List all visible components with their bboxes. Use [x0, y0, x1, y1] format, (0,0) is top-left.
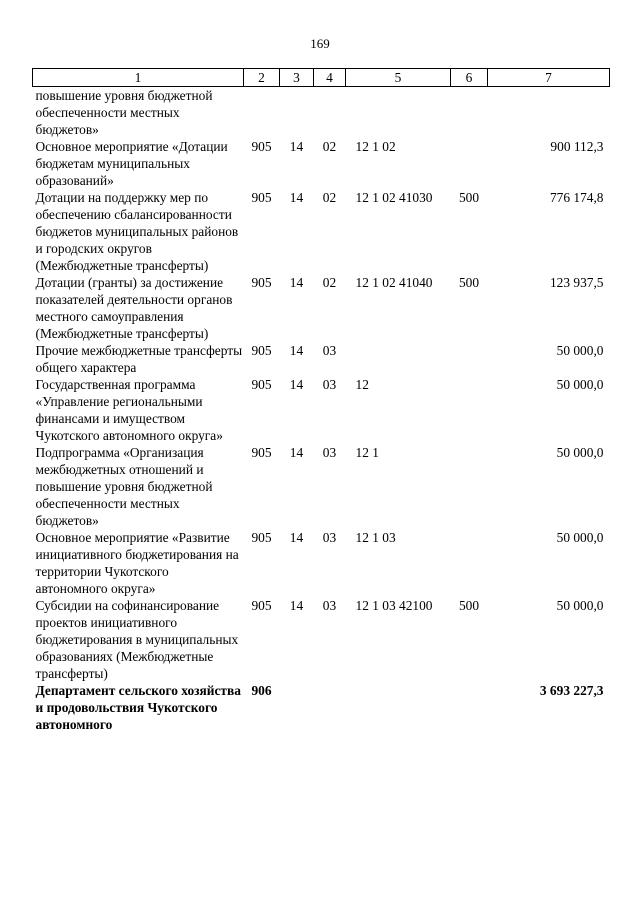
header-cell-1: 1 [33, 69, 244, 87]
row-expense-type [451, 682, 488, 733]
row-expense-type [451, 342, 488, 376]
row-target-article: 12 1 [355, 445, 379, 460]
row-ministry-code: 905 [251, 275, 272, 290]
row-ministry-code: 905 [251, 530, 272, 545]
row-subsection: 03 [322, 445, 337, 460]
row-subsection [314, 682, 346, 733]
row-amount: 123 937,5 [549, 275, 604, 290]
header-cell-6: 6 [451, 69, 488, 87]
row-target-article: 12 [355, 377, 369, 392]
row-expense-type [451, 138, 488, 189]
row-target-article: 12 1 03 42100 [355, 598, 433, 613]
row-expense-type [451, 87, 488, 139]
row-name: Государственная программа «Управление региональными финансами и имуществом Чукотского автономного округа» [35, 377, 223, 443]
table-row [33, 444, 610, 529]
row-section: 14 [289, 377, 304, 392]
row-amount: 50 000,0 [556, 598, 604, 613]
page-number: 169 [310, 36, 330, 51]
row-expense-type: 500 [458, 275, 480, 290]
header-cell-2: 2 [244, 69, 280, 87]
row-amount: 900 112,3 [550, 139, 604, 154]
row-ministry-code: 905 [251, 445, 272, 460]
header-row [33, 69, 610, 87]
table-row [33, 189, 610, 274]
row-ministry-code: 906 [251, 683, 272, 698]
row-target-article: 12 1 02 41040 [355, 275, 433, 290]
row-expense-type [451, 376, 488, 444]
row-target-article: 12 1 02 41030 [355, 190, 433, 205]
row-target-article [346, 342, 451, 376]
table-row [33, 529, 610, 597]
row-section: 14 [289, 530, 304, 545]
budget-table [32, 68, 610, 733]
row-name: Подпрограмма «Организация межбюджетных отношений и повышение уровня бюджетной обеспеченности местных бюджетов» [35, 445, 213, 528]
row-amount: 50 000,0 [556, 377, 604, 392]
row-ministry-code: 905 [251, 377, 272, 392]
row-name: Основное мероприятие «Развитие инициативного бюджетирования на территории Чукотского автономного округа» [35, 530, 239, 596]
table-row [33, 274, 610, 342]
row-amount: 50 000,0 [556, 445, 604, 460]
row-name: Дотации на поддержку мер по обеспечению сбалансированности бюджетов муниципальных районов и городских округов (Межбюджетные трансферты) [35, 190, 239, 273]
row-name: Субсидии на софинансирование проектов инициативного бюджетирования в муниципальных образованиях (Межбюджетные трансферты) [35, 598, 239, 681]
row-ministry-code: 905 [251, 598, 272, 613]
row-subsection: 03 [322, 377, 337, 392]
table-header [33, 69, 610, 87]
row-subsection: 02 [322, 139, 337, 154]
row-subsection: 03 [322, 343, 337, 358]
row-ministry-code: 905 [251, 343, 272, 358]
row-section: 14 [289, 343, 304, 358]
row-ministry-code: 905 [251, 190, 272, 205]
table-row [33, 597, 610, 682]
header-cell-7: 7 [488, 69, 610, 87]
table-row [33, 138, 610, 189]
row-name: Департамент сельского хозяйства и продовольствия Чукотского автономного [35, 683, 241, 732]
row-section: 14 [289, 445, 304, 460]
row-expense-type: 500 [458, 598, 480, 613]
row-target-article [346, 682, 451, 733]
row-expense-type: 500 [458, 190, 480, 205]
row-section [280, 87, 314, 139]
row-ministry-code [244, 87, 280, 139]
row-amount: 50 000,0 [556, 343, 604, 358]
table-row [33, 342, 610, 376]
row-section [280, 682, 314, 733]
table-row-department [33, 682, 610, 733]
row-name: повышение уровня бюджетной обеспеченности местных бюджетов» [35, 88, 213, 137]
row-amount: 776 174,8 [549, 190, 604, 205]
table-row [33, 87, 610, 139]
row-expense-type [451, 529, 488, 597]
row-target-article: 12 1 03 [355, 530, 396, 545]
row-ministry-code: 905 [251, 139, 272, 154]
row-amount [488, 87, 610, 139]
table-row [33, 376, 610, 444]
row-subsection [314, 87, 346, 139]
row-subsection: 03 [322, 598, 337, 613]
row-section: 14 [289, 139, 304, 154]
row-name: Дотации (гранты) за достижение показателей деятельности органов местного самоуправления (Межбюджетные трансферты) [35, 275, 233, 341]
row-section: 14 [289, 275, 304, 290]
row-name: Основное мероприятие «Дотации бюджетам муниципальных образований» [35, 139, 228, 188]
row-section: 14 [289, 190, 304, 205]
header-cell-3: 3 [280, 69, 314, 87]
row-name: Прочие межбюджетные трансферты общего характера [35, 343, 243, 375]
row-subsection: 02 [322, 275, 337, 290]
header-cell-5: 5 [346, 69, 451, 87]
header-cell-4: 4 [314, 69, 346, 87]
row-target-article [346, 87, 451, 139]
table-body [33, 87, 610, 734]
row-amount: 3 693 227,3 [539, 683, 604, 698]
row-section: 14 [289, 598, 304, 613]
row-expense-type [451, 444, 488, 529]
row-amount: 50 000,0 [556, 530, 604, 545]
row-subsection: 02 [322, 190, 337, 205]
row-subsection: 03 [322, 530, 337, 545]
row-target-article: 12 1 02 [355, 139, 396, 154]
